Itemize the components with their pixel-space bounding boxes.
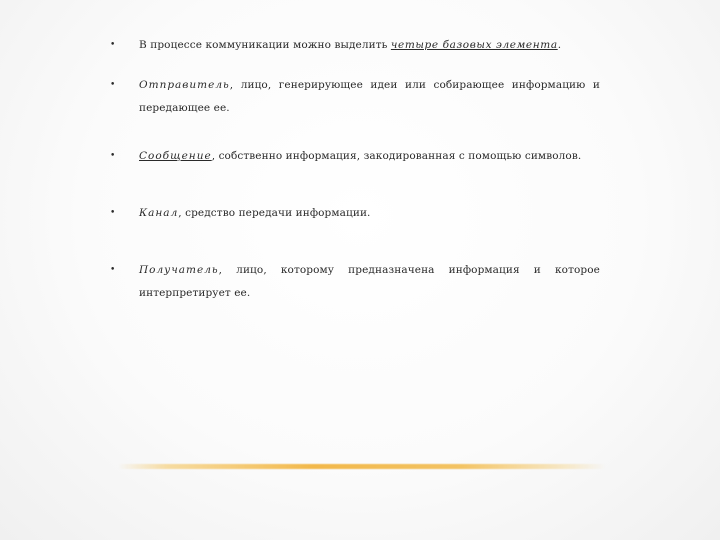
list-item bbox=[110, 202, 600, 225]
bullet-dot: • bbox=[110, 40, 116, 50]
bullet-dot: • bbox=[110, 80, 116, 90]
bullet-dot: • bbox=[110, 208, 116, 218]
list-item bbox=[110, 145, 600, 168]
list-item bbox=[110, 74, 600, 120]
item-suffix: . bbox=[557, 39, 562, 51]
item-text: , собственно информация, закодированная с помощью символов. bbox=[211, 150, 582, 162]
bullet-list bbox=[110, 34, 600, 305]
decorative-divider bbox=[118, 464, 606, 469]
item-term: Отправитель bbox=[139, 79, 230, 91]
list-item bbox=[110, 34, 600, 57]
item-term: Сообщение bbox=[139, 150, 212, 162]
item-text: , средство передачи информации. bbox=[178, 207, 371, 219]
bullet-dot: • bbox=[110, 151, 116, 161]
item-term: Канал bbox=[139, 207, 179, 219]
item-term: Получатель bbox=[139, 264, 219, 276]
bullet-dot: • bbox=[110, 265, 116, 275]
item-text: , лицо, которому предназначена информация и которое интерпретирует ее. bbox=[139, 264, 600, 299]
item-text: , лицо, генерирующее идеи или собирающее информацию и передающее ее. bbox=[139, 79, 600, 114]
item-emphasis: четыре базовых элемента bbox=[390, 39, 558, 51]
list-item bbox=[110, 259, 600, 305]
item-text: В процессе коммуникации можно выделить bbox=[139, 39, 391, 51]
